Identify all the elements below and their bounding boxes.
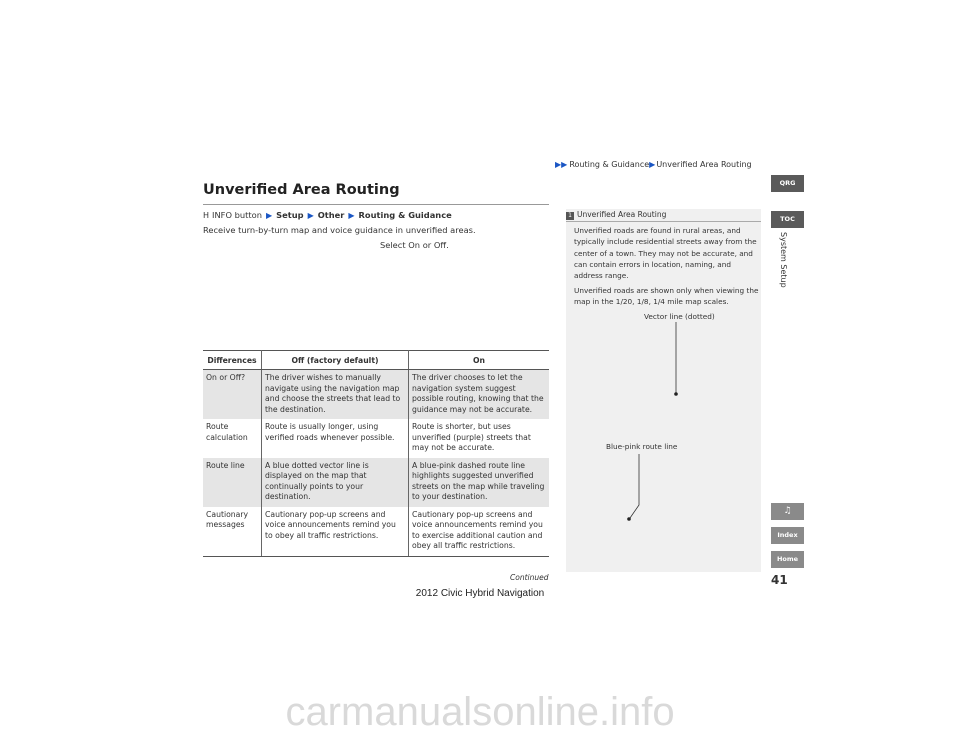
table-row <box>203 419 549 458</box>
row-label: Route line <box>203 458 262 507</box>
side-note-heading <box>566 210 666 220</box>
on-cell: Route is shorter, but uses unverified (purple) streets that may not be accurate. <box>412 422 531 452</box>
menu-path <box>203 210 452 220</box>
callout-lines <box>560 300 700 540</box>
on-cell: The driver chooses to let the navigation system suggest possible routing, knowing that the guidance may not be accurate. <box>409 370 550 420</box>
section-label: System Setup <box>779 232 788 288</box>
on-cell: Cautionary pop-up screens and voice announcements remind you to exercise additional caution and obey all traffic restrictions. <box>409 507 550 557</box>
title-divider <box>203 204 549 205</box>
toc-tab[interactable]: TOC <box>771 211 804 228</box>
breadcrumb-item[interactable]: Routing & Guidance <box>569 160 650 169</box>
index-tab[interactable]: Index <box>771 527 804 544</box>
row-label: On or Off? <box>203 370 262 420</box>
table-row <box>203 370 549 420</box>
triangle-icon: ▶ <box>307 211 314 220</box>
triangle-icon: ▶ <box>265 211 273 220</box>
menu-step: Other <box>317 210 345 220</box>
triangle-icon: ▶▶ <box>555 160 568 169</box>
side-note-divider <box>566 221 761 222</box>
home-tab[interactable]: Home <box>771 551 804 568</box>
callout-dot <box>674 392 678 396</box>
off-cell: Cautionary pop-up screens and voice announcements remind you to obey all traffic restrictions. <box>262 507 409 557</box>
page-title: Unverified Area Routing <box>203 182 400 198</box>
select-instruction <box>380 240 449 250</box>
table-header-row <box>203 351 549 370</box>
page-number: 41 <box>771 573 788 587</box>
row-label: Cautionary messages <box>203 507 262 557</box>
select-suffix: . <box>446 240 449 250</box>
select-prefix: Select <box>380 240 406 250</box>
menu-step: Routing & Guidance <box>358 210 452 220</box>
off-cell: Route is usually longer, using verified roads whenever possible. <box>262 419 409 458</box>
off-cell: The driver wishes to manually navigate using the navigation map and choose the streets that lead to the destination. <box>262 370 409 420</box>
side-note-paragraph: Unverified roads are found in rural areas, and typically include residential streets away from the center of a town. They may not be accurate, and can contain errors in location, naming, and address range. <box>574 226 757 281</box>
triangle-icon: ▶ <box>348 211 355 220</box>
callout-line <box>630 454 639 518</box>
select-or: or <box>422 240 432 250</box>
info-button-label: INFO button <box>212 210 262 220</box>
column-header: On <box>409 351 550 370</box>
callout-dot <box>627 517 631 521</box>
callout-label: Blue-pink route line <box>606 442 678 451</box>
note-number-badge: 1 <box>566 212 574 220</box>
voice-icon: ♫ <box>783 506 792 516</box>
on-cell: A blue-pink dashed route line highlights suggested unverified streets on the map while traveling to your destination. <box>409 458 550 507</box>
side-note-paragraph: Unverified roads are shown only when viewing the map in the 1/20, 1/8, 1/4 mile map scales. <box>574 286 759 307</box>
voice-command-tab[interactable] <box>771 503 804 520</box>
menu-step: Setup <box>276 210 304 220</box>
column-header: Off (factory default) <box>262 351 409 370</box>
side-note-title: Unverified Area Routing <box>577 210 667 219</box>
option-on: On <box>408 240 421 250</box>
breadcrumb[interactable] <box>555 160 752 169</box>
footer-title: 2012 Civic Hybrid Navigation <box>415 588 545 599</box>
triangle-icon: ▶ <box>649 160 656 169</box>
option-off: Off <box>433 240 447 250</box>
description: Receive turn-by-turn map and voice guidance in unverified areas. <box>203 225 476 235</box>
row-label: Route calculation <box>203 419 262 458</box>
breadcrumb-item[interactable]: Unverified Area Routing <box>656 160 752 169</box>
callout-label: Vector line (dotted) <box>644 312 715 321</box>
home-button-icon: H <box>203 211 210 220</box>
differences-table <box>203 350 549 557</box>
continued-label: Continued <box>510 573 549 582</box>
table-row <box>203 507 549 557</box>
qrg-tab[interactable]: QRG <box>771 175 804 192</box>
watermark: carmanualsonline.info <box>285 690 675 734</box>
column-header: Differences <box>203 351 262 370</box>
table-row <box>203 458 549 507</box>
off-cell: A blue dotted vector line is displayed on the map that continually points to your destination. <box>262 458 409 507</box>
